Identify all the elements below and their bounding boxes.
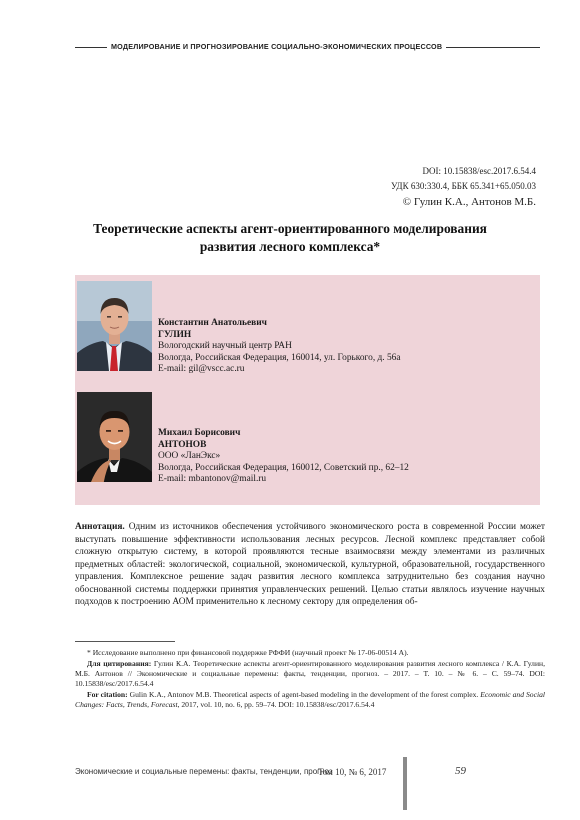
funding-footnote: * Исследование выполнено при финансовой поддержке РФФИ (научный проект № 17-06-00514 А). bbox=[87, 648, 409, 657]
author-2-first-names: Михаил Борисович bbox=[158, 428, 241, 438]
author-photo-gulin bbox=[77, 281, 152, 371]
portrait-image bbox=[77, 392, 152, 482]
author-1-email: E-mail: gil@vscc.ac.ru bbox=[158, 364, 245, 375]
footnotes bbox=[75, 648, 545, 711]
author-1-org: Вологодский научный центр РАН bbox=[158, 341, 292, 352]
udk-line: УДК 630:330.4, ББК 65.341+65.050.03 bbox=[390, 181, 536, 191]
footer-divider-bar bbox=[403, 757, 407, 810]
article-title-line-2: развития лесного комплекса* bbox=[199, 239, 381, 254]
author-1-address: Вологда, Российская Федерация, 160014, ул. Горького, д. 56а bbox=[158, 352, 401, 363]
citation-en-journal: Economic and Social Changes: Facts, Trends, Forecast bbox=[75, 690, 545, 709]
page-number: 59 bbox=[455, 765, 466, 777]
citation-en-text-1: Gulin K.A., Antonov M.B. Theoretical aspects of agent-based modeling in the development of the forest complex. bbox=[127, 690, 481, 699]
citation-ru-label: Для цитирования: bbox=[87, 659, 152, 668]
copyright-authors: © Гулин К.А., Антонов М.Б. bbox=[402, 196, 536, 208]
author-2-address: Вологда, Российская Федерация, 160012, Советский пр., 62–12 bbox=[158, 462, 409, 473]
footnote-rule bbox=[75, 641, 175, 642]
article-title-line-1: Теоретические аспекты агент-ориентированного моделирования bbox=[93, 221, 487, 236]
running-title: МОДЕЛИРОВАНИЕ И ПРОГНОЗИРОВАНИЕ СОЦИАЛЬНО-ЭКОНОМИЧЕСКИХ ПРОЦЕССОВ bbox=[107, 42, 446, 51]
author-1-first-names: Константин Анатольевич bbox=[158, 318, 267, 328]
citation-ru-text: Гулин К.А. Теоретические аспекты агент-ориентированного моделирования развития лесного комплекса / К.А. Гулин, М.Б. Антонов // Экономические и социальные перемены: факты, тенденции, прогноз. – 2017. – Т. 10. – № 6. – С. 59–74. DOI: 10.15838/esc/2017.6.54.4 bbox=[75, 659, 545, 688]
footer-volume: Том 10, № 6, 2017 bbox=[318, 767, 387, 777]
author-2-email: E-mail: mbantonov@mail.ru bbox=[158, 474, 267, 485]
citation-en bbox=[75, 690, 545, 710]
author-block-1 bbox=[158, 318, 401, 376]
article-title bbox=[60, 220, 520, 256]
author-1-surname: ГУЛИН bbox=[158, 329, 192, 340]
author-2-surname: АНТОНОВ bbox=[158, 439, 207, 450]
author-2-org: ООО «ЛанЭкс» bbox=[158, 451, 221, 462]
abstract-paragraph bbox=[75, 521, 545, 609]
abstract-text: Одним из источников обеспечения устойчивого экономического роста в современной России может выступать повышение эффективности использования лесных ресурсов. Лесной комплекс представляет собой сложную открытую систему, в которой проявляются тесные взаимосвязи между элементами из различных предметных областей: экологической, социальной, экономической, культурной, образовательной, государственного управления. Комплексное решение задач развития лесного комплекса затруднительно без создания научно обоснованной системы поддержки принятия управленческих решений. Целью статьи являлось изучение научных подходов к построению АОМ применительно к лесному сектору для определения об- bbox=[75, 522, 545, 607]
author-block-2 bbox=[158, 428, 409, 486]
citation-en-label: For citation: bbox=[87, 690, 128, 699]
author-photo-antonov bbox=[77, 392, 152, 482]
doi-line: DOI: 10.15838/esc.2017.6.54.4 bbox=[422, 166, 536, 176]
citation-en-text-2: , 2017, vol. 10, no. 6, pp. 59–74. DOI: 10.15838/esc/2017.6.54.4 bbox=[177, 700, 375, 709]
abstract-label: Аннотация. bbox=[75, 522, 125, 532]
portrait-image bbox=[77, 281, 152, 371]
citation-ru bbox=[75, 659, 545, 689]
footer-journal-name: Экономические и социальные перемены: факты, тенденции, прогноз bbox=[75, 767, 333, 776]
